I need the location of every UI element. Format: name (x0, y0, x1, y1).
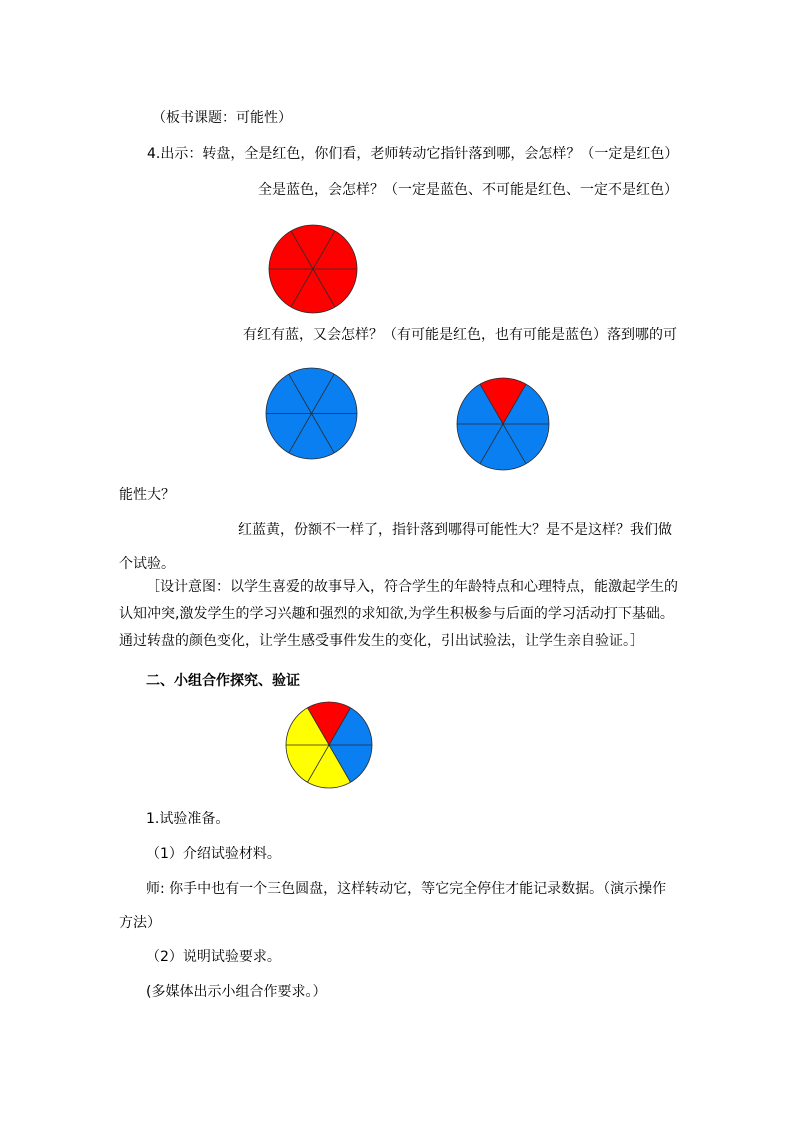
all-blue-question: 全是蓝色，会怎样？（一定是蓝色、不可能是红色、一定不是红色） (258, 182, 678, 198)
spinner-red-blue (456, 377, 550, 471)
spinner-all-red (268, 224, 358, 314)
materials-step: （1）介绍试验材料。 (146, 846, 281, 862)
design-intent-line-1: ［设计意图：以学生喜爱的故事导入，符合学生的年龄特点和心理特点，能激起学生的 (146, 579, 678, 595)
step-4-text: 4.出示：转盘，全是红色，你们看，老师转动它指针落到哪，会怎样？（一定是红色） (147, 146, 679, 162)
design-intent-line-2: 认知冲突,激发学生的学习兴趣和强烈的求知欲,为学生积极参与后面的学习活动打下基础。 (119, 606, 674, 622)
requirements-step: （2）说明试验要求。 (146, 949, 281, 965)
blackboard-topic: （板书课题：可能性） (152, 110, 292, 126)
method-line: 方法） (119, 915, 161, 931)
spinner-red-blue-yellow (285, 701, 373, 789)
design-intent-line-3: 通过转盘的颜色变化，让学生感受事件发生的变化，引出试验法，让学生亲自验证。］ (119, 633, 644, 649)
multimedia-note: (多媒体出示小组合作要求。） (146, 984, 327, 1000)
red-blue-yellow-question: 红蓝黄，份额不一样了，指针落到哪得可能性大？是不是这样？我们做 (238, 522, 672, 538)
teacher-instruction: 师: 你手中也有一个三色圆盘，这样转动它，等它完全停住才能记录数据。（演示操作 (146, 881, 667, 897)
question-continuation: 能性大？ (119, 487, 175, 503)
prep-step: 1.试验准备。 (146, 811, 230, 827)
experiment-line: 个试验。 (119, 556, 175, 572)
spinner-all-blue (265, 367, 358, 460)
section-heading: 二、小组合作探究、验证 (146, 673, 300, 689)
red-blue-question: 有红有蓝，又会怎样？（有可能是红色，也有可能是蓝色）落到哪的可 (243, 327, 677, 343)
